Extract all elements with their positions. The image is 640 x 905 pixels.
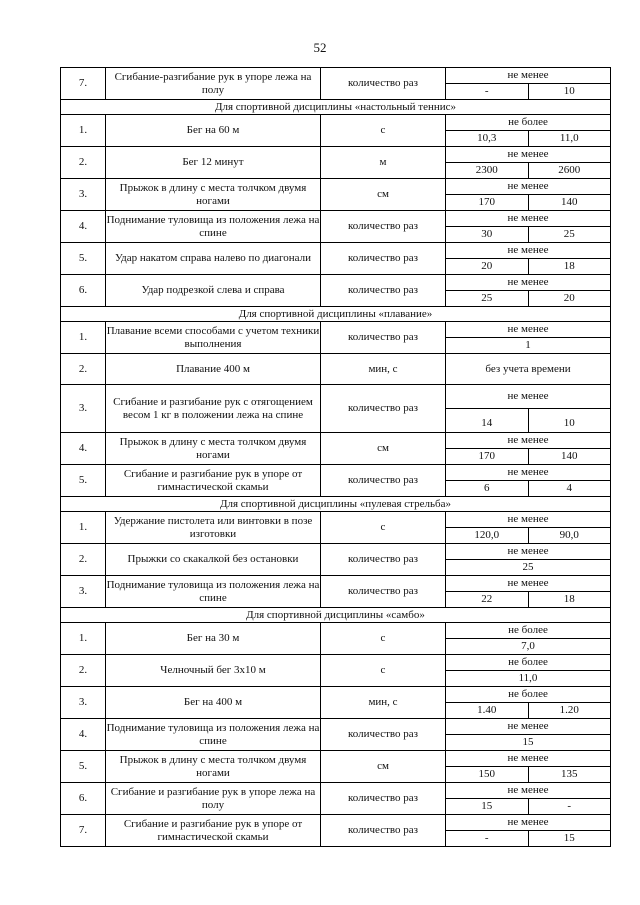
norm-value-male: 20 [481,260,493,272]
norm-cell [446,179,611,211]
table-row [61,655,611,687]
norm-value-female: 135 [528,767,611,782]
row-number: 5. [61,465,106,497]
exercise-name: Сгибание и разгибание рук в упоре лежа на полу [106,783,321,815]
row-number: 1. [61,322,106,354]
exercise-name: Сгибание и разгибание рук с отягощением весом 1 кг в положении лежа на спине [106,385,321,433]
norm-values [446,409,610,432]
norm-condition: не менее [446,322,610,338]
norm-values [446,291,610,306]
exercise-name: Плавание 400 м [106,354,321,385]
exercise-name: Поднимание туловища из положения лежа на спине [106,211,321,243]
discipline-header-row [61,608,611,623]
norm-value-male: 2300 [475,164,498,176]
row-number: 7. [61,815,106,847]
norm-value-female: 25 [528,227,611,242]
norm-values [446,799,610,814]
norm-cell [446,354,611,385]
table-row [61,751,611,783]
norm-condition: не менее [446,783,610,799]
norm-value-male: 6 [484,482,490,494]
norm-value-male: 22 [481,593,493,605]
row-number: 2. [61,655,106,687]
row-number: 3. [61,179,106,211]
row-number: 1. [61,115,106,147]
row-number: 2. [61,544,106,576]
norm-value: 15 [522,736,534,748]
table-row [61,783,611,815]
norm-cell [446,751,611,783]
norm-cell [446,623,611,655]
table-row [61,385,611,433]
unit-cell: с [321,115,446,147]
discipline-header: Для спортивной дисциплины «самбо» [61,608,611,623]
norm-values [446,481,610,496]
row-number: 3. [61,687,106,719]
norm-value-female: 10 [528,409,611,432]
exercise-name: Удержание пистолета или винтовки в позе изготовки [106,512,321,544]
discipline-header: Для спортивной дисциплины «плавание» [61,307,611,322]
standards-table [60,67,611,847]
norm-value-male: 15 [481,800,493,812]
norm-value-female: 140 [528,449,611,464]
norm-value-male: 150 [478,768,495,780]
exercise-name: Бег на 30 м [106,623,321,655]
exercise-name: Бег на 60 м [106,115,321,147]
norm-cell [446,385,611,433]
row-number: 2. [61,147,106,179]
exercise-name: Челночный бег 3х10 м [106,655,321,687]
norm-value-female: 90,0 [528,528,611,543]
norm-cell [446,322,611,354]
norm-value-male: - [484,85,489,97]
unit-cell: с [321,512,446,544]
row-number: 4. [61,719,106,751]
table-row [61,115,611,147]
row-number: 4. [61,211,106,243]
unit-cell: м [321,147,446,179]
norm-text: без учета времени [485,362,571,375]
norm-cell [446,719,611,751]
norm-values [446,131,610,146]
norm-cell [446,275,611,307]
table-row [61,687,611,719]
discipline-header-row [61,307,611,322]
norm-cell [446,655,611,687]
norm-values [446,703,610,718]
norm-value-female: 2600 [528,163,611,178]
norm-condition: не менее [446,147,610,163]
norm-value-male: 1.40 [477,704,497,716]
exercise-name: Удар накатом справа налево по диагонали [106,243,321,275]
unit-cell: количество раз [321,576,446,608]
norm-values [446,259,610,274]
norm-value-male: 30 [481,228,493,240]
exercise-name: Прыжок в длину с места толчком двумя ногами [106,433,321,465]
unit-cell: количество раз [321,544,446,576]
unit-cell: количество раз [321,211,446,243]
norm-condition: не менее [446,751,610,767]
table-row [61,211,611,243]
table-row [61,544,611,576]
discipline-header: Для спортивной дисциплины «пулевая стрельба» [61,497,611,512]
norm-condition: не менее [446,275,610,291]
norm-cell [446,512,611,544]
norm-condition: не более [446,623,610,639]
norm-values [446,831,610,846]
norm-value: 25 [522,561,534,573]
table-row [61,275,611,307]
norm-cell [446,544,611,576]
norm-value-male: 170 [478,450,495,462]
unit-cell: количество раз [321,783,446,815]
unit-cell: с [321,655,446,687]
table-row [61,243,611,275]
row-number: 6. [61,783,106,815]
table-row [61,465,611,497]
exercise-name: Прыжок в длину с места толчком двумя ногами [106,751,321,783]
norm-cell [446,783,611,815]
exercise-name: Плавание всеми способами с учетом техники выполнения [106,322,321,354]
unit-cell: количество раз [321,275,446,307]
norm-condition: не менее [446,211,610,227]
norm-value-male: 25 [481,292,493,304]
norm-value-female: 140 [528,195,611,210]
norm-condition: не менее [446,544,610,560]
norm-value-female: - [528,799,611,814]
norm-condition: не менее [446,576,610,592]
row-number: 3. [61,576,106,608]
exercise-name: Прыжки со скакалкой без остановки [106,544,321,576]
norm-condition: не менее [446,465,610,481]
norm-values [446,528,610,543]
norm-cell [446,68,611,100]
norm-values [446,84,610,99]
norm-cell [446,576,611,608]
norm-value-male: 14 [481,417,493,429]
exercise-name: Удар подрезкой слева и справа [106,275,321,307]
table-row [61,433,611,465]
norm-value-male: 120,0 [474,529,500,541]
unit-cell: количество раз [321,243,446,275]
unit-cell: см [321,433,446,465]
norm-value-male: - [484,832,489,844]
norm-values [446,163,610,178]
norm-cell [446,465,611,497]
norm-value-female: 20 [528,291,611,306]
unit-cell: количество раз [321,815,446,847]
norm-value: 7,0 [521,640,535,652]
norm-values [446,767,610,782]
row-number: 5. [61,243,106,275]
exercise-name: Сгибание и разгибание рук в упоре от гимнастической скамьи [106,815,321,847]
table-row [61,68,611,100]
norm-value-female: 10 [528,84,611,99]
standards-table-body [61,68,611,847]
norm-value-female: 11,0 [528,131,611,146]
exercise-name: Поднимание туловища из положения лежа на спине [106,576,321,608]
norm-cell [446,433,611,465]
unit-cell: см [321,751,446,783]
norm-cell [446,211,611,243]
row-number: 1. [61,512,106,544]
unit-cell: количество раз [321,385,446,433]
unit-cell: см [321,179,446,211]
norm-cell [446,115,611,147]
unit-cell: мин, с [321,354,446,385]
norm-value-female: 18 [528,259,611,274]
norm-value-female: 18 [528,592,611,607]
discipline-header-row [61,497,611,512]
unit-cell: с [321,623,446,655]
table-row [61,623,611,655]
unit-cell: количество раз [321,68,446,100]
exercise-name: Поднимание туловища из положения лежа на спине [106,719,321,751]
norm-condition: не менее [446,243,610,259]
table-row [61,354,611,385]
table-row [61,322,611,354]
norm-value-female: 1.20 [528,703,611,718]
norm-cell [446,815,611,847]
exercise-name: Бег на 400 м [106,687,321,719]
norm-condition: не менее [446,68,610,84]
norm-value: 11,0 [518,672,538,684]
norm-condition: не более [446,687,610,703]
row-number: 2. [61,354,106,385]
row-number: 5. [61,751,106,783]
exercise-name: Бег 12 минут [106,147,321,179]
norm-value-female: 4 [528,481,611,496]
row-number: 7. [61,68,106,100]
discipline-header: Для спортивной дисциплины «настольный теннис» [61,100,611,115]
row-number: 1. [61,623,106,655]
norm-cell [446,243,611,275]
row-number: 3. [61,385,106,433]
norm-cell [446,147,611,179]
row-number: 4. [61,433,106,465]
exercise-name: Сгибание-разгибание рук в упоре лежа на полу [106,68,321,100]
table-row [61,147,611,179]
norm-condition: не менее [446,385,610,409]
norm-values [446,227,610,242]
table-row [61,512,611,544]
table-row [61,815,611,847]
norm-value-male: 170 [478,196,495,208]
norm-condition: не более [446,115,610,131]
norm-condition: не менее [446,433,610,449]
unit-cell: количество раз [321,322,446,354]
norm-value: 1 [525,339,531,351]
norm-condition: не менее [446,179,610,195]
norm-value-female: 15 [528,831,611,846]
page-number: 52 [313,40,327,55]
unit-cell: мин, с [321,687,446,719]
table-row [61,576,611,608]
table-row [61,719,611,751]
discipline-header-row [61,100,611,115]
norm-condition: не менее [446,719,610,735]
norm-values [446,195,610,210]
norm-condition: не менее [446,815,610,831]
row-number: 6. [61,275,106,307]
table-row [61,179,611,211]
norm-value-male: 10,3 [477,132,497,144]
norm-values [446,592,610,607]
norm-condition: не менее [446,512,610,528]
exercise-name: Сгибание и разгибание рук в упоре от гимнастической скамьи [106,465,321,497]
norm-values [446,449,610,464]
exercise-name: Прыжок в длину с места толчком двумя ногами [106,179,321,211]
unit-cell: количество раз [321,465,446,497]
unit-cell: количество раз [321,719,446,751]
norm-cell [446,687,611,719]
norm-condition: не более [446,655,610,671]
